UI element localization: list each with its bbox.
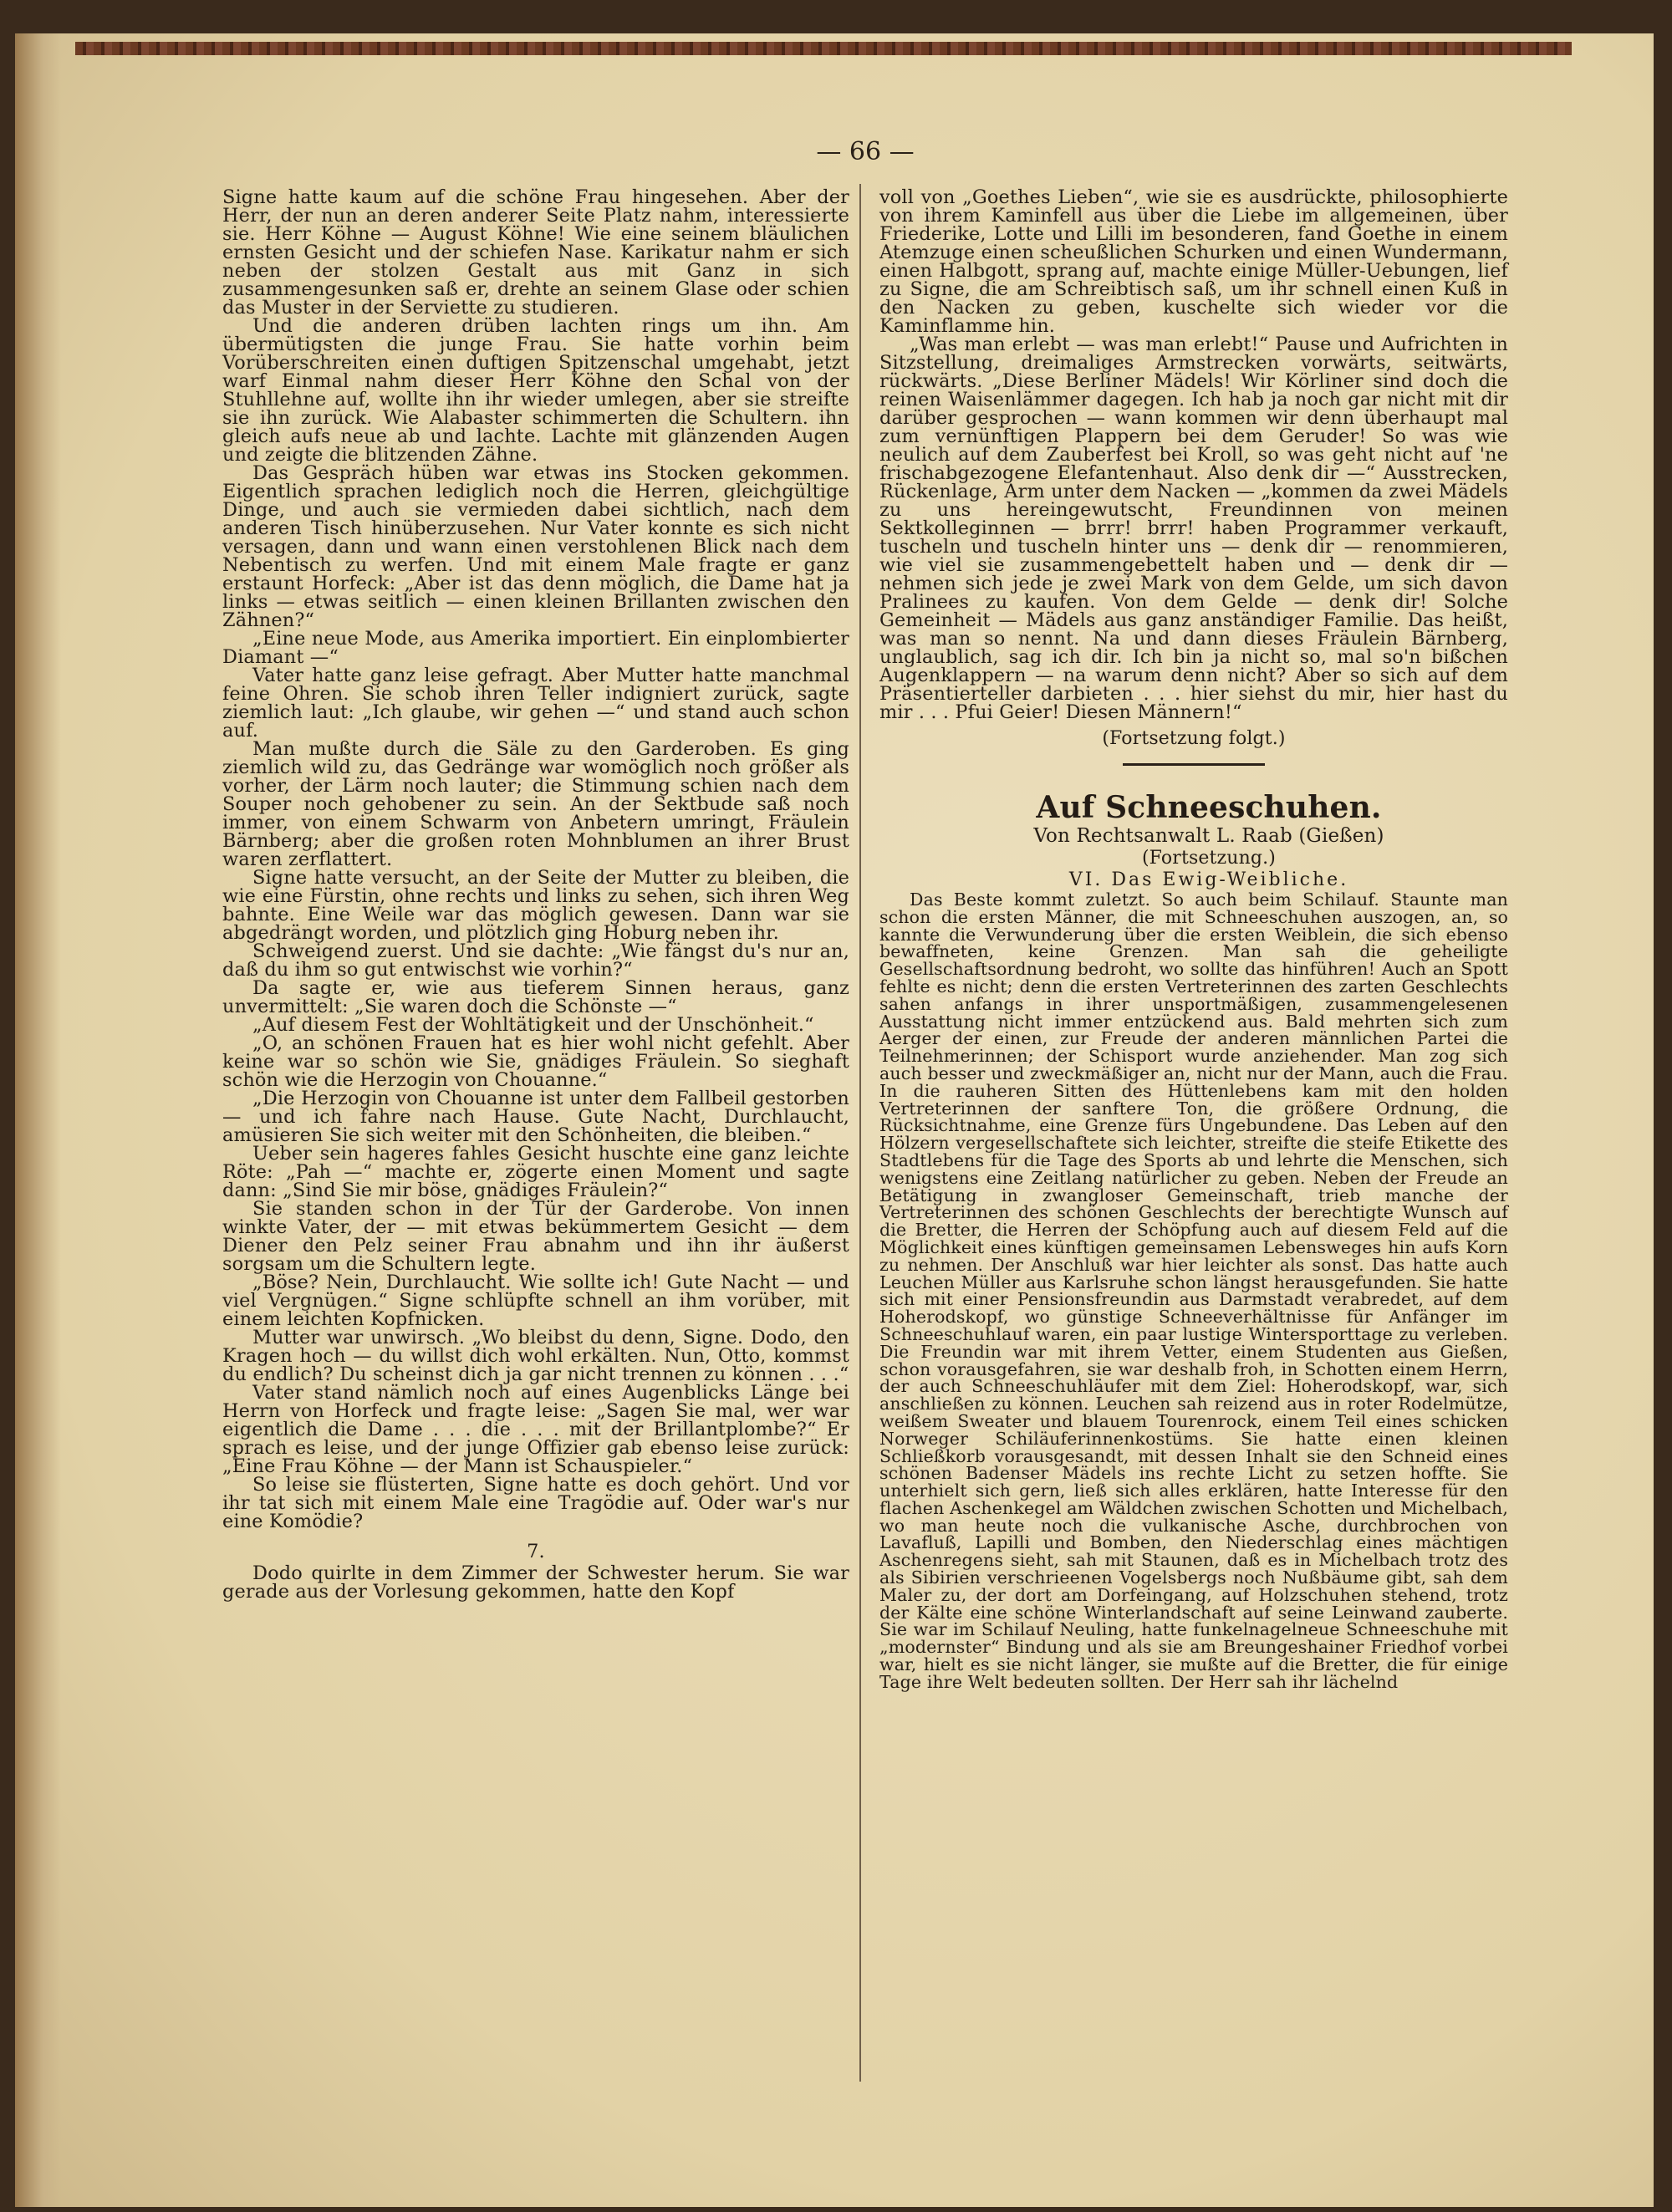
paragraph: „Auf diesem Fest der Wohltätigkeit und der Unschönheit.“ (252, 1014, 814, 1036)
paragraph: Und die anderen drüben lachten rings um ihn. Am übermütigsten die junge Frau. Sie hatte vorhin beim Vorüberschreiten einen duftigen Spitzenschal umgehabt, jetzt warf Einmal nahm dieser Herr Köhne den Schal von der Stuhllehne auf, wollte ihn ihr wieder umlegen, aber sie streifte sie ihn zurück. Wie Alabaster schimmerten die Schultern. ihn gleich aufs neue ab und lachte. Lachte mit glänzenden Augen und zeigte die blitzenden Zähne. (222, 315, 849, 466)
right-column (879, 188, 1508, 1691)
section-rule (1123, 763, 1265, 766)
chapter-heading: VI. Das Ewig-Weibliche. (1068, 869, 1349, 890)
book-binding-edge (15, 33, 61, 2207)
paragraph: Vater stand nämlich noch auf eines Augenblicks Länge bei Herrn von Horfeck und fragte leise: „Sagen Sie mal, wer war eigentlich die Dame . . . die . . . mit der Brillantplombe?“ Er sprach es leise, und der junge Offizier gab ebenso leise zurück: „Eine Frau Köhne — der Mann ist Schauspieler.“ (222, 1382, 849, 1477)
paragraph: Ueber sein hageres fahles Gesicht huschte eine ganz leichte Röte: „Pah —“ machte er, zögerte einen Moment und sagte dann: „Sind Sie mir böse, gnädiges Fräulein?“ (222, 1143, 849, 1201)
story-continuation: (Fortsetzung.) (1141, 848, 1277, 869)
column-divider (859, 184, 861, 2082)
paragraph: Mutter war unwirsch. „Wo bleibst du denn, Signe. Dodo, den Kragen hoch — du willst dich wohl erkälten. Nun, Otto, kommst du endlich? Du scheinst dich ja gar nicht trennen zu können . . .“ (222, 1327, 849, 1385)
paragraph: Dodo quirlte in dem Zimmer der Schwester herum. Sie war gerade aus der Vorlesung gekommen, hatte den Kopf (222, 1562, 849, 1603)
section-number: 7. (527, 1541, 545, 1562)
paragraph: Vater hatte ganz leise gefragt. Aber Mutter hatte manchmal feine Ohren. Sie schob ihren Teller indigniert zurück, sagte ziemlich laut: „Ich glaube, wir gehen —“ und stand auch schon auf. (222, 665, 849, 742)
paragraph: Da sagte er, wie aus tieferem Sinnen heraus, ganz unvermittelt: „Sie waren doch die Schönste —“ (222, 977, 849, 1017)
paragraph: Man mußte durch die Säle zu den Garderoben. Es ging ziemlich wild zu, das Gedränge war womöglich noch größer als vorher, der Lärm noch lauter; die Stimmung schien nach dem Souper noch gehobener zu sein. An der Sektbude saß noch immer, von einem Schwarm von Anbetern umringt, Fräulein Bärnberg; aber die großen roten Mohnblumen an ihrer Brust waren zerflattert. (222, 738, 849, 870)
paragraph: Signe hatte kaum auf die schöne Frau hingesehen. Aber der Herr, der nun an deren anderer Seite Platz nahm, interessierte sie. Herr Köhne — August Köhne! Wie eine seinem bläulichen ernsten Gesicht und der schiefen Nase. Karikatur nahm er sich neben der stolzen Gestalt aus mit Ganz in sich zusammengesunken saß er, drehte an seinem Glase oder schien das Muster in der Serviette zu studieren. (222, 186, 849, 319)
paragraph: „Eine neue Mode, aus Amerika importiert. Ein einplombierter Diamant —“ (222, 628, 849, 668)
paragraph: „Was man erlebt — was man erlebt!“ Pause und Aufrichten in Sitzstellung, dreimaliges Armstrecken vorwärts, seitwärts, rückwärts. „Diese Berliner Mädels! Wir Körliner sind doch die reinen Waisenlämmer dagegen. Ich hab ja noch gar nicht mit dir darüber gesprochen — wann kommen wir denn überhaupt mal zum vernünftigen Plappern bei dem Geruder! So was wie neulich auf dem Zauberfest bei Kroll, so was geht nicht auf 'ne frischabgezogene Elefantenhaut. Also denk dir —“ Ausstrecken, Rückenlage, Arm unter dem Nacken — „kommen da zwei Mädels zu uns hereingewutscht, Freundinnen von meinen Sektkolleginnen — brrr! brrr! haben Programmer verkauft, tuscheln und tuscheln hinter uns — denk dir — renommieren, wie viel sie zusammengebettelt haben und — denk dir — nehmen sich jede je zwei Mark von dem Gelde, um sich davon Pralinees zu kaufen. Von dem Gelde — denk dir! Solche Gemeinheit — Mädels aus ganz anständiger Familie. Das heißt, was man so nennt. Na und dann dieses Fräulein Bärnberg, unglaublich, sag ich dir. Ich bin ja nicht so, mal so'n bißchen Augenklappern — na warum denn nicht? Aber so sich auf dem Präsentierteller darbieten . . . hier siehst du mir, hier hast du mir . . . Pfui Geier! Diesen Männern!“ (879, 334, 1508, 723)
left-column (222, 188, 849, 1601)
page-number: — 66 — (816, 137, 915, 166)
story-author: Von Rechtsanwalt L. Raab (Gießen) (1033, 825, 1384, 847)
paragraph: voll von „Goethes Lieben“, wie sie es ausdrückte, philosophierte von ihrem Kaminfell aus über die Liebe im allgemeinen, über Friederike, Lotte und Lilli im besonderen, fand Goethe in einem Atemzuge einen scheußlichen Schurken und einen Wundermann, einen Halbgott, sprang auf, machte einige Müller-Uebungen, lief zu Signe, die am Schreibtisch saß, um ihr schnell einen Kuß in den Nacken zu geben, kuschelte sich wieder vor die Kaminflamme hin. (879, 186, 1508, 337)
paragraph: Signe hatte versucht, an der Seite der Mutter zu bleiben, die wie eine Fürstin, ohne rechts und links zu sehen, sich ihren Weg bahnte. Eine Weile war das möglich gewesen. Dann war sie abgedrängt worden, und plötzlich ging Hoburg neben ihr. (222, 867, 849, 944)
paragraph: „O, an schönen Frauen hat es hier wohl nicht gefehlt. Aber keine war so schön wie Sie, gnädiges Fräulein. So sieghaft schön wie die Herzogin von Chouanne.“ (222, 1032, 849, 1091)
story-title: Auf Schneeschuhen. (1036, 790, 1382, 825)
paragraph: Schweigend zuerst. Und sie dachte: „Wie fängst du's nur an, daß du ihm so gut entwischst wie vorhin?“ (222, 940, 849, 981)
paragraph: Das Beste kommt zuletzt. So auch beim Schilauf. Staunte man schon die ersten Männer, die mit Schneeschuhen auszogen, an, so kannte die Verwunderung über die ersten Weiblein, die sich ebenso bewaffneten, keine Grenzen. Man sah die geheiligte Gesellschaftsordnung bedroht, wo sollte das hinführen! Auch an Spott fehlte es nicht; denn die ersten Vertreterinnen des zarten Geschlechts sahen anfangs in ihrer unsportmäßigen, zusammengelesenen Ausstattung nicht immer entzückend aus. Bald mehrten sich zum Aerger der einen, zur Freude der anderen männlichen Partei die Teilnehmerinnen; der Schisport wurde anziehender. Man zog sich auch besser und zweckmäßiger an, nicht nur der Mann, auch die Frau. In die rauheren Sitten des Hüttenlebens kam mit den holden Vertreterinnen der sanftere Ton, die größere Ordnung, die Rücksichtnahme, eine Grenze fürs Ungebundene. Das Leben auf den Hölzern vergesellschaftete sich leichter, streifte die steife Etikette des Stadtlebens für die Tage des Sports ab und lehrte die Menschen, sich wenigstens eine Zeitlang natürlicher zu geben. Neben der Freude an Betätigung in zwangloser Gemeinschaft, trieb manche der Vertreterinnen des schönen Geschlechts der berechtigte Wunsch auf die Bretter, die Herren der Schöpfung auch auf diesem Feld auf die Möglichkeit eines künftigen gemeinsamen Lebensweges hin aufs Korn zu nehmen. Der Anschluß war hier leichter als sonst. Das hatte auch Leuchen Müller aus Karlsruhe schon längst herausgefunden. Sie hatte sich mit einer Pensionsfreundin aus Darmstadt verabredet, auf dem Hoherodskopf, wo günstige Schneeverhältnisse für Anfänger im Schneeschuhlauf waren, ein paar lustige Wintersporttage zu verleben. Die Freundin war mit ihrem Vetter, einem Studenten aus Gießen, schon vorausgefahren, sie war deshalb froh, in Schotten einem Herrn, der auch Schneeschuhläufer mit dem Ziel: Hoherodskopf, war, sich anschließen zu können. Leuchen sah reizend aus in roter Rodelmütze, weißem Sweater und blauem Tourenrock, einem Teil eines schicken Norweger Schiläuferinnenkostüms. Sie hatte einen kleinen Schließkorb vorausgesandt, mit dessen Inhalt sie den Schneid eines schönen Badenser Mädels ins rechte Licht zu setzen hoffte. Sie unterhielt sich gern, ließ sich alles erklären, hatte Interesse für den flachen Aschenkegel am Wäldchen zwischen Schotten und Michelbach, wo man heute noch die vulkanische Asche, durchbrochen von Lavafluß, Lapilli und Bomben, den Niederschlag eines mächtigen Aschenregens sieht, sah mit Staunen, daß es in Michelbach trotz des als Sibirien verschrieenen Vogelsbergs noch Nußbäume gibt, sah dem Maler zu, der dort am Dorfeingang, auf Holzschuhen stehend, trotz der Kälte eine schöne Winterlandschaft auf seine Leinwand zauberte. Sie war im Schilauf Neuling, hatte funkelnagelneue Schneeschuhe mit „modernster“ Bindung und als sie am Breungeshainer Friedhof vorbei war, hielt es sie nicht länger, sie mußte auf die Bretter, die für einige Tage ihre Welt bedeuten sollten. Der Herr sah ihr lächelnd (879, 889, 1508, 1692)
paragraph: „Die Herzogin von Chouanne ist unter dem Fallbeil gestorben — und ich fahre nach Hause. Gute Nacht, Durchlaucht, amüsieren Sie sich weiter mit den Schönheiten, die bleiben.“ (222, 1088, 849, 1146)
top-binding-band (75, 42, 1572, 55)
paragraph: Sie standen schon in der Tür der Garderobe. Von innen winkte Vater, der — mit etwas bekümmertem Gesicht — dem Diener den Pelz seiner Frau abnahm und ihn ihr äußerst sorgsam um die Schultern legte. (222, 1198, 849, 1275)
paragraph: Das Gespräch hüben war etwas ins Stocken gekommen. Eigentlich sprachen lediglich noch die Herren, gleichgültige Dinge, und auch sie vermieden dabei sichtlich, nach dem anderen Tisch hinüberzusehen. Nur Vater konnte es sich nicht versagen, dann und wann einen verstohlenen Blick nach dem Nebentisch zu werfen. Und mit einem Male fragte er ganz erstaunt Horfeck: „Aber ist das denn möglich, die Dame hat ja links — etwas seitlich — einen kleinen Brillanten zwischen den Zähnen?“ (222, 462, 849, 631)
paragraph: So leise sie flüsterten, Signe hatte es doch gehört. Und vor ihr tat sich mit einem Male eine Tragödie auf. Oder war's nur eine Komödie? (222, 1474, 849, 1532)
paragraph: „Böse? Nein, Durchlaucht. Wie sollte ich! Gute Nacht — und viel Vergnügen.“ Signe schlüpfte schnell an ihm vorüber, mit einem leichten Kopfnicken. (222, 1272, 849, 1330)
continuation-note: (Fortsetzung folgt.) (1102, 728, 1286, 749)
